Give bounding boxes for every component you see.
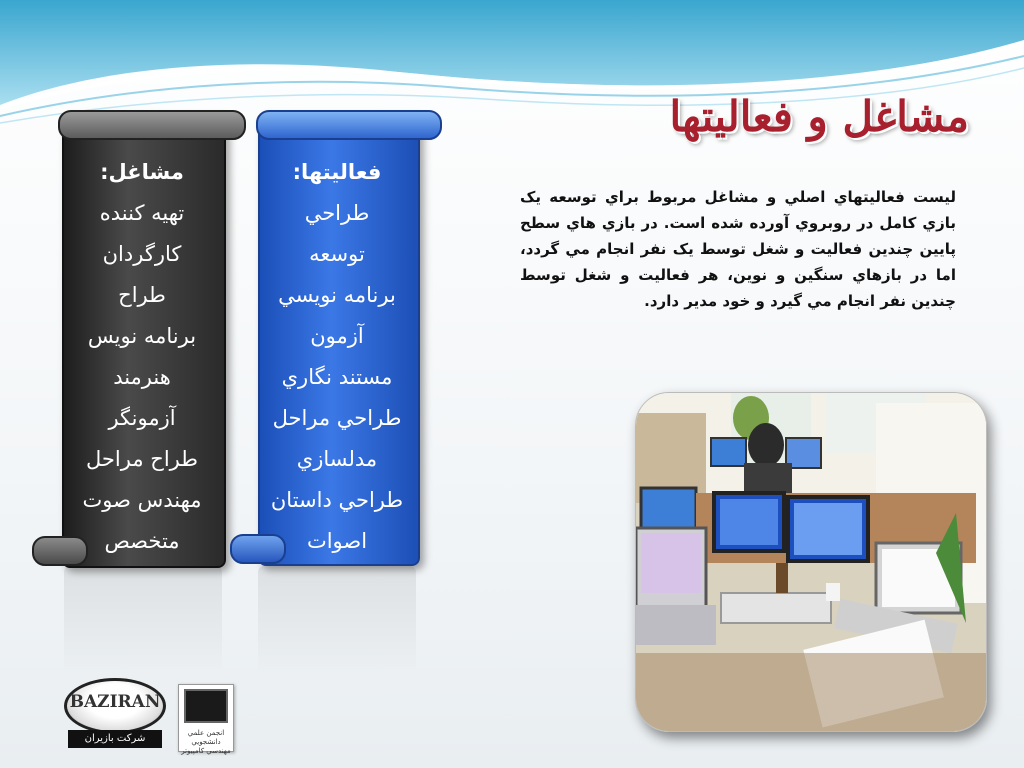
baziran-logo-mark: BAZIRAN xyxy=(69,692,161,712)
activities-list xyxy=(258,152,416,562)
activities-scroll xyxy=(258,112,416,562)
activities-item: مدلسازي xyxy=(296,447,378,471)
computer-society-logo xyxy=(178,684,234,755)
jobs-item: کارگردان xyxy=(102,242,182,266)
jobs-item: برنامه نويس xyxy=(87,324,197,348)
activities-item: مستند نگاري xyxy=(281,365,393,389)
activities-item: طراحي xyxy=(304,201,370,225)
computer-society-logo-screen xyxy=(184,689,228,723)
jobs-item: طراح مراحل xyxy=(86,447,198,471)
jobs-list xyxy=(62,152,222,562)
office-photo-illustration xyxy=(636,393,986,731)
activities-scroll-top-curl xyxy=(256,110,442,140)
jobs-item: تهيه كننده xyxy=(99,201,185,225)
activities-item: اصوات xyxy=(306,529,368,553)
activities-item: طراحي مراحل xyxy=(272,406,402,430)
jobs-item: طراح xyxy=(118,283,166,307)
computer-society-caption-line1: انجمن علمي دانشجويي xyxy=(187,729,225,746)
jobs-scroll-reflection xyxy=(64,566,222,676)
activities-item: آزمون xyxy=(310,324,364,348)
computer-society-logo-caption xyxy=(179,729,233,756)
jobs-heading: مشاغل: xyxy=(100,160,184,184)
office-photo xyxy=(635,392,987,732)
jobs-item: متخصص xyxy=(104,529,180,553)
activities-item: طراحي داستان xyxy=(270,488,404,512)
jobs-item: آزمونگر xyxy=(108,406,176,430)
activities-item: توسعه xyxy=(309,242,365,266)
activities-scroll-reflection xyxy=(258,566,416,676)
activities-item: برنامه نويسي xyxy=(278,283,396,307)
jobs-scroll xyxy=(62,112,222,564)
baziran-logo-caption: شرکت بازيران xyxy=(68,730,162,748)
jobs-item: مهندس صوت xyxy=(82,488,202,512)
activities-heading: فعاليتها: xyxy=(292,160,382,184)
jobs-item: هنرمند xyxy=(113,365,171,389)
baziran-logo xyxy=(64,678,166,750)
slide-title: مشاغل و فعاليتها xyxy=(669,92,969,141)
jobs-scroll-top-curl xyxy=(58,110,246,140)
description-paragraph: ليست فعاليتهاي اصلي و مشاغل مربوط براي توسعه يک بازي كامل در روبروي آورده شده است. در بازي هاي سطح پايين چندين فعاليت و شغل توسط يک نفر انجام مي گردد، اما در بازهاي سنگين و نوين، هر فعاليت و شغل توسط چندين نفر انجام مي گيرد و خود مدير دارد. xyxy=(520,188,956,310)
computer-society-caption-line2: مهندسي کامپيوتر xyxy=(181,747,231,755)
